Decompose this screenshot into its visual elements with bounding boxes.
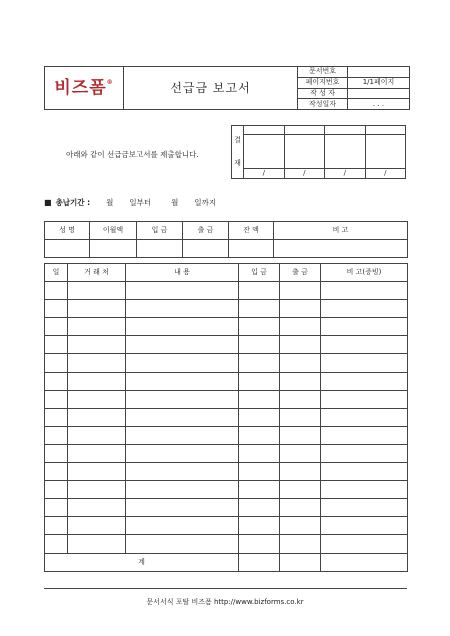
summary-header-name: 성 명: [45, 222, 90, 240]
meta-label-doc-number: 문서번호: [298, 67, 348, 78]
approval-date-3[interactable]: /: [325, 168, 366, 178]
footer-divider: [44, 588, 407, 589]
ledger-cell[interactable]: [68, 481, 126, 499]
table-row: [45, 318, 408, 336]
approval-label: 결 재: [232, 126, 244, 179]
ledger-cell[interactable]: [68, 390, 126, 408]
ledger-cell[interactable]: [45, 300, 68, 318]
ledger-cell[interactable]: [45, 354, 68, 372]
approval-date-1[interactable]: /: [244, 168, 285, 178]
ledger-cell[interactable]: [321, 444, 408, 462]
ledger-cell[interactable]: [239, 300, 280, 318]
approval-title-2[interactable]: [284, 126, 325, 135]
ledger-cell[interactable]: [45, 426, 68, 444]
ledger-cell[interactable]: [239, 318, 280, 336]
submission-statement: 아래와 같이 선급금보고서를 제출합니다.: [66, 150, 199, 159]
ledger-cell[interactable]: [126, 444, 239, 462]
approval-sign-2[interactable]: [284, 135, 325, 169]
ledger-cell[interactable]: [126, 336, 239, 354]
ledger-cell[interactable]: [321, 354, 408, 372]
ledger-cell[interactable]: [280, 535, 321, 553]
ledger-cell[interactable]: [239, 390, 280, 408]
summary-cell-carryover[interactable]: [90, 240, 137, 258]
summary-table: [44, 221, 408, 258]
ledger-cell[interactable]: [239, 499, 280, 517]
ledger-cell[interactable]: [239, 354, 280, 372]
ledger-cell[interactable]: [321, 499, 408, 517]
ledger-cell[interactable]: [280, 517, 321, 535]
ledger-cell[interactable]: [126, 535, 239, 553]
approval-sign-3[interactable]: [325, 135, 366, 169]
ledger-cell[interactable]: [68, 499, 126, 517]
summary-header-balance: 잔 액: [229, 222, 274, 240]
ledger-total-row: [45, 553, 408, 571]
ledger-cell[interactable]: [280, 408, 321, 426]
ledger-cell[interactable]: [68, 517, 126, 535]
ledger-cell[interactable]: [321, 535, 408, 553]
ledger-cell[interactable]: [126, 390, 239, 408]
ledger-table: [44, 263, 408, 572]
ledger-cell[interactable]: [68, 318, 126, 336]
ledger-cell[interactable]: [68, 354, 126, 372]
period-to: 일까지: [194, 198, 217, 207]
meta-label-author: 작 성 자: [298, 88, 348, 99]
ledger-cell[interactable]: [45, 444, 68, 462]
summary-cell-withdrawal[interactable]: [183, 240, 229, 258]
ledger-cell[interactable]: [280, 336, 321, 354]
table-row: [45, 463, 408, 481]
ledger-cell[interactable]: [68, 444, 126, 462]
ledger-cell[interactable]: [321, 517, 408, 535]
ledger-cell[interactable]: [280, 499, 321, 517]
summary-cell-balance[interactable]: [229, 240, 274, 258]
meta-value-page-number[interactable]: 1/1페이지: [348, 77, 410, 88]
ledger-cell[interactable]: [321, 300, 408, 318]
summary-header-withdrawal: 출 금: [183, 222, 229, 240]
ledger-cell[interactable]: [45, 318, 68, 336]
table-row: [45, 300, 408, 318]
ledger-cell[interactable]: [321, 282, 408, 300]
title-cell: [124, 67, 298, 110]
ledger-cell[interactable]: [126, 481, 239, 499]
ledger-cell[interactable]: [280, 463, 321, 481]
ledger-cell[interactable]: [126, 463, 239, 481]
ledger-cell[interactable]: [280, 282, 321, 300]
ledger-cell[interactable]: [126, 372, 239, 390]
ledger-cell[interactable]: [280, 481, 321, 499]
document-header: [44, 66, 410, 110]
ledger-cell[interactable]: [321, 463, 408, 481]
ledger-header-vendor: 거 래 처: [68, 264, 126, 282]
ledger-cell[interactable]: [280, 426, 321, 444]
summary-header-deposit: 입 금: [137, 222, 183, 240]
period-month-from: 월: [106, 198, 114, 207]
ledger-cell[interactable]: [126, 354, 239, 372]
ledger-cell[interactable]: [68, 372, 126, 390]
ledger-cell[interactable]: [68, 336, 126, 354]
ledger-cell[interactable]: [45, 535, 68, 553]
summary-header-carryover: 이월액: [90, 222, 137, 240]
ledger-cell[interactable]: [239, 282, 280, 300]
summary-header-remarks: 비 고: [274, 222, 408, 240]
ledger-cell[interactable]: [239, 535, 280, 553]
ledger-cell[interactable]: [45, 282, 68, 300]
ledger-cell[interactable]: [239, 408, 280, 426]
ledger-header-day: 일: [45, 264, 68, 282]
ledger-cell[interactable]: [126, 499, 239, 517]
ledger-total-cell[interactable]: [239, 553, 280, 571]
table-row: [45, 390, 408, 408]
ledger-cell[interactable]: [321, 390, 408, 408]
ledger-header-withdrawal: 출 금: [280, 264, 321, 282]
table-row: [45, 535, 408, 553]
approval-title-3[interactable]: [325, 126, 366, 135]
ledger-cell[interactable]: [280, 390, 321, 408]
ledger-cell[interactable]: [239, 444, 280, 462]
table-row: [45, 336, 408, 354]
footer-text: 문서서식 포탈 비즈폼 http://www.bizforms.co.kr: [146, 598, 304, 606]
ledger-cell[interactable]: [321, 336, 408, 354]
ledger-cell[interactable]: [321, 318, 408, 336]
table-row: [45, 444, 408, 462]
table-row: [45, 354, 408, 372]
ledger-cell[interactable]: [239, 336, 280, 354]
summary-cell-remarks[interactable]: [274, 240, 408, 258]
ledger-cell[interactable]: [239, 463, 280, 481]
approval-sign-1[interactable]: [244, 135, 285, 169]
ledger-cell[interactable]: [280, 354, 321, 372]
ledger-cell[interactable]: [45, 499, 68, 517]
ledger-cell[interactable]: [45, 390, 68, 408]
table-row: [45, 517, 408, 535]
ledger-total-cell[interactable]: [280, 553, 321, 571]
approval-title-1[interactable]: [244, 126, 285, 135]
ledger-header-description: 내 용: [126, 264, 239, 282]
approval-title-4[interactable]: [365, 126, 406, 135]
table-row: [45, 426, 408, 444]
ledger-cell[interactable]: [280, 318, 321, 336]
table-row: [45, 499, 408, 517]
ledger-cell[interactable]: [68, 463, 126, 481]
ledger-cell[interactable]: [68, 300, 126, 318]
summary-cell-deposit[interactable]: [137, 240, 183, 258]
period-from: 일부터: [129, 198, 152, 207]
ledger-cell[interactable]: [68, 282, 126, 300]
table-row: [45, 408, 408, 426]
ledger-total-label: 계: [45, 553, 239, 571]
logo-cell: [45, 67, 124, 110]
ledger-cell[interactable]: [45, 517, 68, 535]
ledger-cell[interactable]: [45, 463, 68, 481]
ledger-cell[interactable]: [239, 372, 280, 390]
ledger-cell[interactable]: [126, 408, 239, 426]
ledger-cell[interactable]: [321, 481, 408, 499]
ledger-total-cell[interactable]: [321, 553, 408, 571]
approval-date-4[interactable]: /: [365, 168, 406, 178]
approval-sign-4[interactable]: [365, 135, 406, 169]
ledger-cell[interactable]: [239, 426, 280, 444]
table-row: [45, 481, 408, 499]
meta-value-doc-number[interactable]: [348, 67, 410, 78]
ledger-cell[interactable]: [126, 517, 239, 535]
meta-value-date[interactable]: . . .: [348, 99, 410, 110]
ledger-cell[interactable]: [45, 336, 68, 354]
ledger-cell[interactable]: [45, 481, 68, 499]
ledger-cell[interactable]: [68, 408, 126, 426]
period-label: 총납기간 :: [55, 198, 91, 207]
meta-value-author[interactable]: [348, 88, 410, 99]
ledger-cell[interactable]: [239, 481, 280, 499]
summary-cell-name[interactable]: [45, 240, 90, 258]
ledger-cell[interactable]: [45, 372, 68, 390]
ledger-cell[interactable]: [126, 318, 239, 336]
approval-box: [231, 125, 406, 179]
period-month-to: 월: [171, 198, 179, 207]
ledger-cell[interactable]: [280, 444, 321, 462]
ledger-cell[interactable]: [126, 282, 239, 300]
ledger-cell[interactable]: [68, 426, 126, 444]
ledger-cell[interactable]: [126, 300, 239, 318]
ledger-cell[interactable]: [321, 372, 408, 390]
document-title: 선급금 보고서: [170, 81, 251, 95]
period-line: [44, 197, 216, 208]
approval-date-2[interactable]: /: [284, 168, 325, 178]
table-row: [45, 282, 408, 300]
table-row: [45, 372, 408, 390]
ledger-cell[interactable]: [239, 517, 280, 535]
ledger-header-deposit: 입 금: [239, 264, 280, 282]
ledger-cell[interactable]: [280, 372, 321, 390]
meta-label-date: 작성일자: [298, 99, 348, 110]
bizforms-logo: 비즈폼®: [54, 77, 114, 98]
bullet-icon: ■: [44, 198, 52, 207]
ledger-cell[interactable]: [45, 408, 68, 426]
ledger-cell[interactable]: [126, 426, 239, 444]
ledger-cell[interactable]: [68, 535, 126, 553]
ledger-cell[interactable]: [321, 426, 408, 444]
ledger-cell[interactable]: [280, 300, 321, 318]
meta-label-page-number: 페이지번호: [298, 77, 348, 88]
ledger-header-remarks: 비 고(증빙): [321, 264, 408, 282]
ledger-cell[interactable]: [321, 408, 408, 426]
